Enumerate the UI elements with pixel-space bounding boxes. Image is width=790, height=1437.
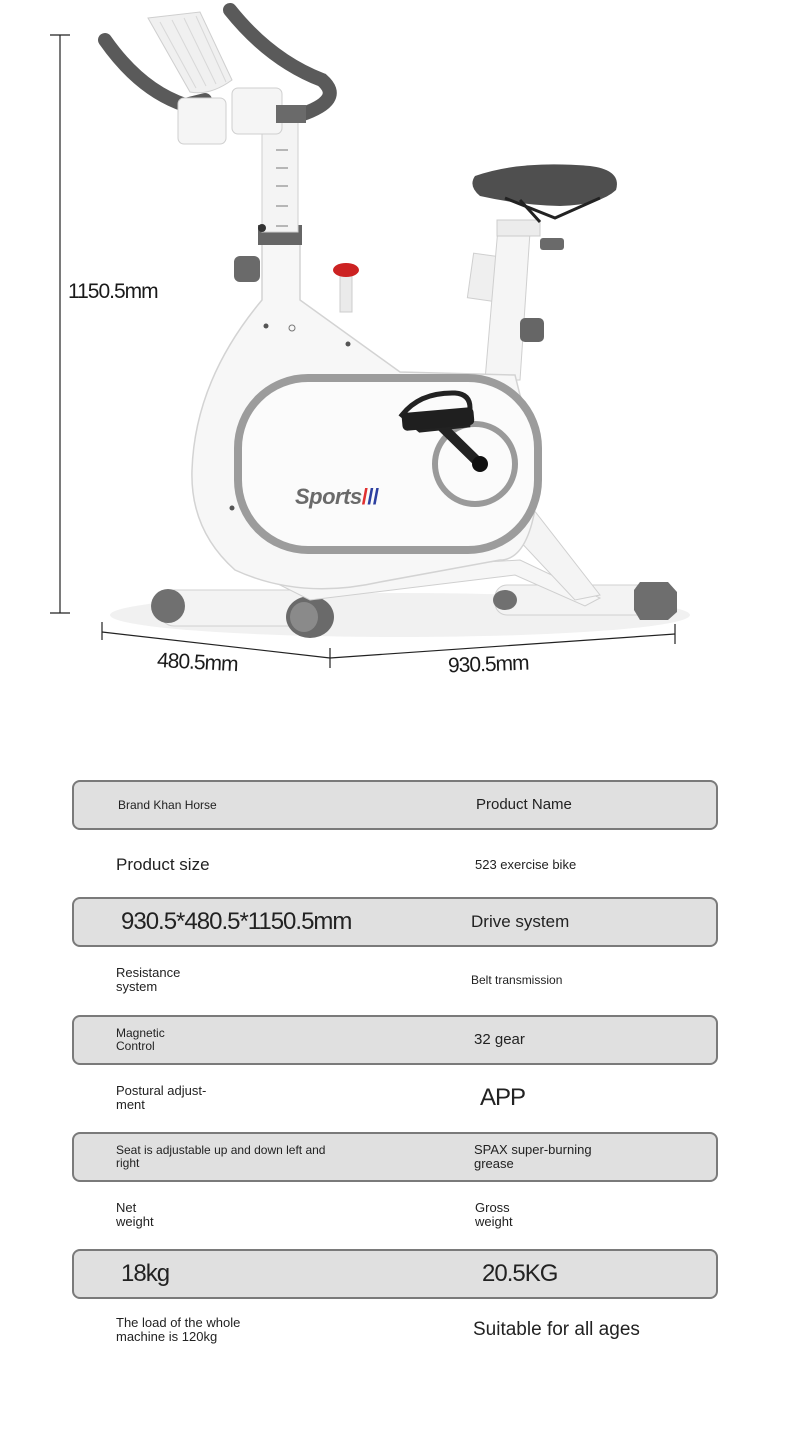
spec-row <box>72 1015 718 1065</box>
brand-logo-stripes: /// <box>361 484 379 509</box>
saddle <box>472 164 617 222</box>
spec-value: Suitable for all ages <box>473 1319 640 1341</box>
spec-value: 32 gear <box>474 1031 525 1049</box>
resistance-knob <box>333 263 359 312</box>
spec-value: 523 exercise bike <box>475 857 577 873</box>
spec-row <box>72 1073 718 1123</box>
spec-row <box>72 955 718 1005</box>
spec-label: Magnetic Control <box>116 1026 165 1053</box>
spec-row <box>72 1305 718 1355</box>
spec-label: 18kg <box>121 1260 170 1288</box>
spec-value: Drive system <box>471 912 570 932</box>
spec-row <box>72 897 718 947</box>
height-dimension-line <box>50 35 70 613</box>
spec-label: Postural adjust- ment <box>116 1083 207 1112</box>
brand-logo <box>295 484 379 510</box>
spec-label: The load of the whole machine is 120kg <box>116 1315 241 1344</box>
spec-row <box>72 1190 718 1240</box>
spec-value: APP <box>480 1084 526 1112</box>
spec-label: 930.5*480.5*1150.5mm <box>121 908 352 936</box>
spec-value: Gross weight <box>475 1200 513 1229</box>
height-dimension-label: 1150.5mm <box>68 280 158 303</box>
spec-value: 20.5KG <box>482 1260 558 1288</box>
spec-label: Seat is adjustable up and down left and right <box>116 1143 326 1170</box>
spec-row <box>72 780 718 830</box>
spec-row <box>72 840 718 890</box>
length-dimension-label: 930.5mm <box>447 651 529 678</box>
spec-label: Product size <box>116 855 210 875</box>
spec-value: Product Name <box>476 796 572 814</box>
spec-label: Resistance system <box>116 965 181 994</box>
brand-logo-text: Sports <box>295 484 362 509</box>
spec-label: Brand Khan Horse <box>118 797 217 812</box>
spec-row <box>72 1132 718 1182</box>
seat-post <box>467 220 564 380</box>
spec-label: Net weight <box>116 1200 154 1229</box>
spec-value: Belt transmission <box>471 972 563 987</box>
spec-value: SPAX super-burning grease <box>474 1142 592 1171</box>
spec-row <box>72 1249 718 1299</box>
depth-dimension-label: 480.5mm <box>156 648 239 677</box>
